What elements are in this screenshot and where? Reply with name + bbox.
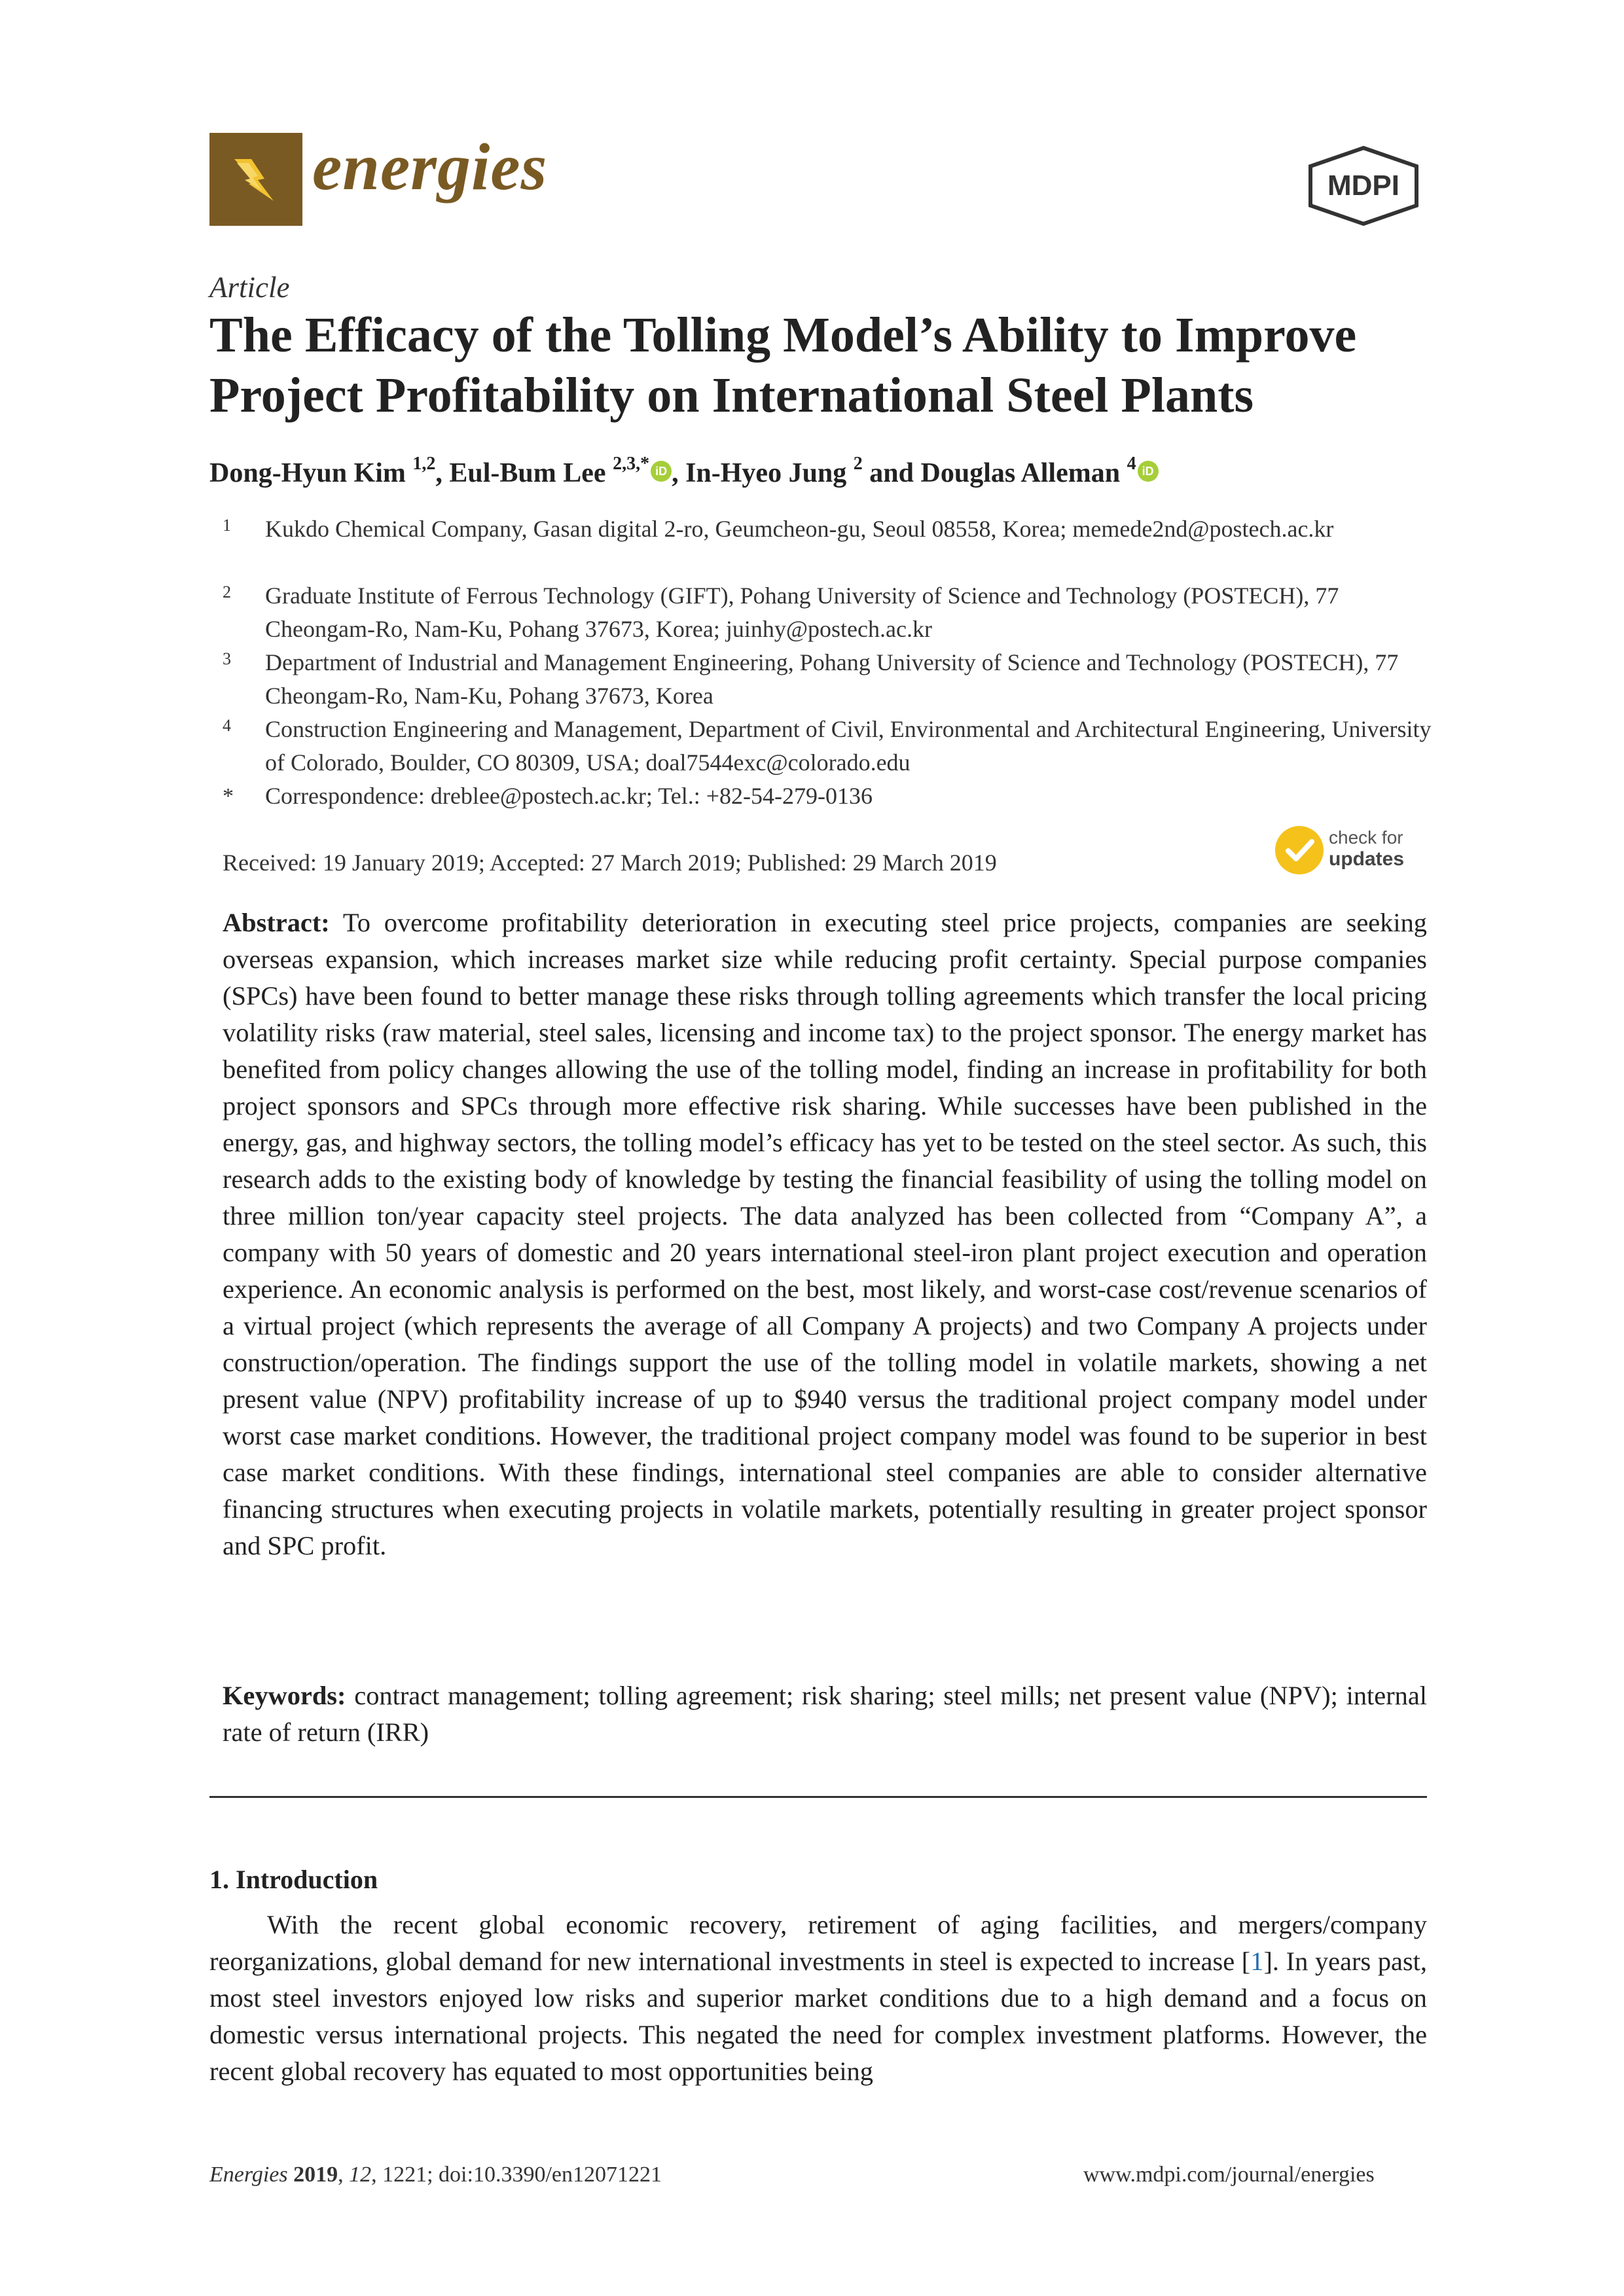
keywords-text: contract management; tolling agreement; risk sharing; steel mills; net present value (NPV); internal rate of return (IRR) xyxy=(223,1681,1427,1747)
publication-dates: Received: 19 January 2019; Accepted: 27 March 2019; Published: 29 March 2019 xyxy=(223,850,997,876)
author-name: Dong-Hyun Kim xyxy=(209,458,406,488)
keywords xyxy=(223,1677,1427,1751)
affiliation-number: * xyxy=(223,784,234,808)
affiliation-number: 2 xyxy=(223,583,231,601)
affiliation-text: Construction Engineering and Management, Department of Civil, Environmental and Architectural Engineering, University of Colorado, Boulder, CO 80309, USA; doal7544exc@colorado.edu xyxy=(265,716,1432,776)
keywords-label: Keywords: xyxy=(223,1681,346,1710)
journal-logo xyxy=(209,133,302,226)
author-separator: and xyxy=(862,458,921,488)
footer-year: 2019 xyxy=(293,2162,338,2187)
author-separator: , xyxy=(672,458,686,488)
affiliation-number: 3 xyxy=(223,649,231,668)
affiliation-4 xyxy=(223,713,1440,780)
introduction-paragraph xyxy=(209,1907,1427,2090)
author-name: Eul-Bum Lee xyxy=(449,458,606,488)
journal-name: energies xyxy=(312,130,548,204)
author-name: In-Hyeo Jung xyxy=(685,458,847,488)
paper-title: The Efficacy of the Tolling Model’s Ability to Improve Project Profitability on International Steel Plants xyxy=(209,308,1357,423)
affiliation-text: Graduate Institute of Ferrous Technology (GIFT), Pohang University of Science and Technology (POSTECH), 77 Cheongam-Ro, Nam-Ku, Pohang 37673, Korea; juinhy@postech.ac.kr xyxy=(265,583,1339,642)
lightning-bolt-icon xyxy=(209,133,302,226)
affiliation-number: 4 xyxy=(223,716,231,735)
footer-doi: , 1221; doi:10.3390/en12071221 xyxy=(371,2162,662,2187)
mdpi-hexagon-logo xyxy=(1305,145,1422,226)
orcid-icon[interactable]: iD xyxy=(651,461,672,482)
section-divider xyxy=(209,1796,1427,1798)
section-heading: 1. Introduction xyxy=(209,1865,378,1894)
affiliation-1 xyxy=(223,512,1440,546)
orcid-icon[interactable]: iD xyxy=(1138,461,1159,482)
check-updates-line1: check for xyxy=(1329,827,1403,848)
affiliation-3 xyxy=(223,646,1440,713)
author-affiliation-marker: 2,3,* xyxy=(613,454,650,474)
paragraph-text: With the recent global economic recovery, retirement of aging facilities, and mergers/company reorganizations, global demand for new international investments in steel is expected to increase [ xyxy=(209,1910,1427,1976)
abstract-text: To overcome profitability deterioration in executing steel price projects, companies are seeking overseas expansion, which increases market size while reducing profit certainty. Special purpose companies (SPCs) have been found to better manage these risks through tolling agreements which transfer the local pricing volatility risks (raw material, steel sales, licensing and income tax) to the project sponsor. The energy market has benefited from policy changes allowing the use of the tolling model, finding an increase in profitability for both project sponsors and SPCs through more effective risk sharing. While successes have been published in the energy, gas, and highway sectors, the tolling model’s efficacy has yet to be tested on the steel sector. As such, this research adds to the existing body of knowledge by testing the financial feasibility of using the tolling model on three million ton/year capacity steel projects. The data analyzed has been collected from “Company A”, a company with 50 years of domestic and 20 years international steel-iron plant project execution and operation experience. An economic analysis is performed on the best, most likely, and worst-case cost/revenue scenarios of a virtual project (which represents the average of all Company A projects) and two Company A projects under construction/operation. The findings support the use of the tolling model in volatile markets, showing a net present value (NPV) profitability increase of up to $940 versus the traditional project company model under worst case market conditions. However, the traditional project company model was found to be superior in best case market conditions. With these findings, international steel companies are able to consider alternative financing structures when executing projects in volatile markets, potentially resulting in greater project sponsor and SPC profit. xyxy=(223,908,1427,1560)
affiliation-number: 1 xyxy=(223,516,231,535)
affiliation-text: Department of Industrial and Management Engineering, Pohang University of Science and Technology (POSTECH), 77 Cheongam-Ro, Nam-Ku, Pohang 37673, Korea xyxy=(265,649,1399,709)
paragraph-text: ]. In years past, most steel investors enjoyed low risks and superior market conditions due to a high demand and a focus on domestic versus international projects. This negated the need for complex investment platforms. However, the recent global recovery has equated to most opportunities being xyxy=(209,1946,1427,2086)
check-updates-line2: updates xyxy=(1329,848,1405,870)
footer-url[interactable]: www.mdpi.com/journal/energies xyxy=(1083,2162,1375,2187)
footer-volume: 12 xyxy=(349,2162,372,2187)
affiliation-text: Correspondence: dreblee@postech.ac.kr; Tel.: +82-54-279-0136 xyxy=(265,783,873,809)
publisher-name: MDPI xyxy=(1327,170,1399,202)
author-separator: , xyxy=(435,458,450,488)
check-for-updates-badge[interactable] xyxy=(1275,826,1432,878)
author-name: Douglas Alleman xyxy=(920,458,1121,488)
affiliation-2 xyxy=(223,579,1440,646)
author-affiliation-marker: 4 xyxy=(1127,454,1136,474)
abstract-label: Abstract: xyxy=(223,908,330,937)
footer-journal: Energies xyxy=(209,2162,288,2187)
affiliation-text: Kukdo Chemical Company, Gasan digital 2-ro, Geumcheon-gu, Seoul 08558, Korea; memede2nd@postech.ac.kr xyxy=(265,516,1334,542)
check-mark-icon xyxy=(1275,826,1324,874)
footer-citation: Energies 2019, 12, 1221; doi:10.3390/en12071221 xyxy=(209,2162,662,2187)
correspondence xyxy=(223,780,1440,813)
abstract xyxy=(223,905,1427,1564)
article-type: Article xyxy=(209,271,290,304)
mdpi-logo xyxy=(1305,145,1422,226)
author-affiliation-marker: 2 xyxy=(853,454,863,474)
author-list xyxy=(209,456,1159,489)
citation-link[interactable]: 1 xyxy=(1250,1946,1264,1976)
author-affiliation-marker: 1,2 xyxy=(412,454,436,474)
